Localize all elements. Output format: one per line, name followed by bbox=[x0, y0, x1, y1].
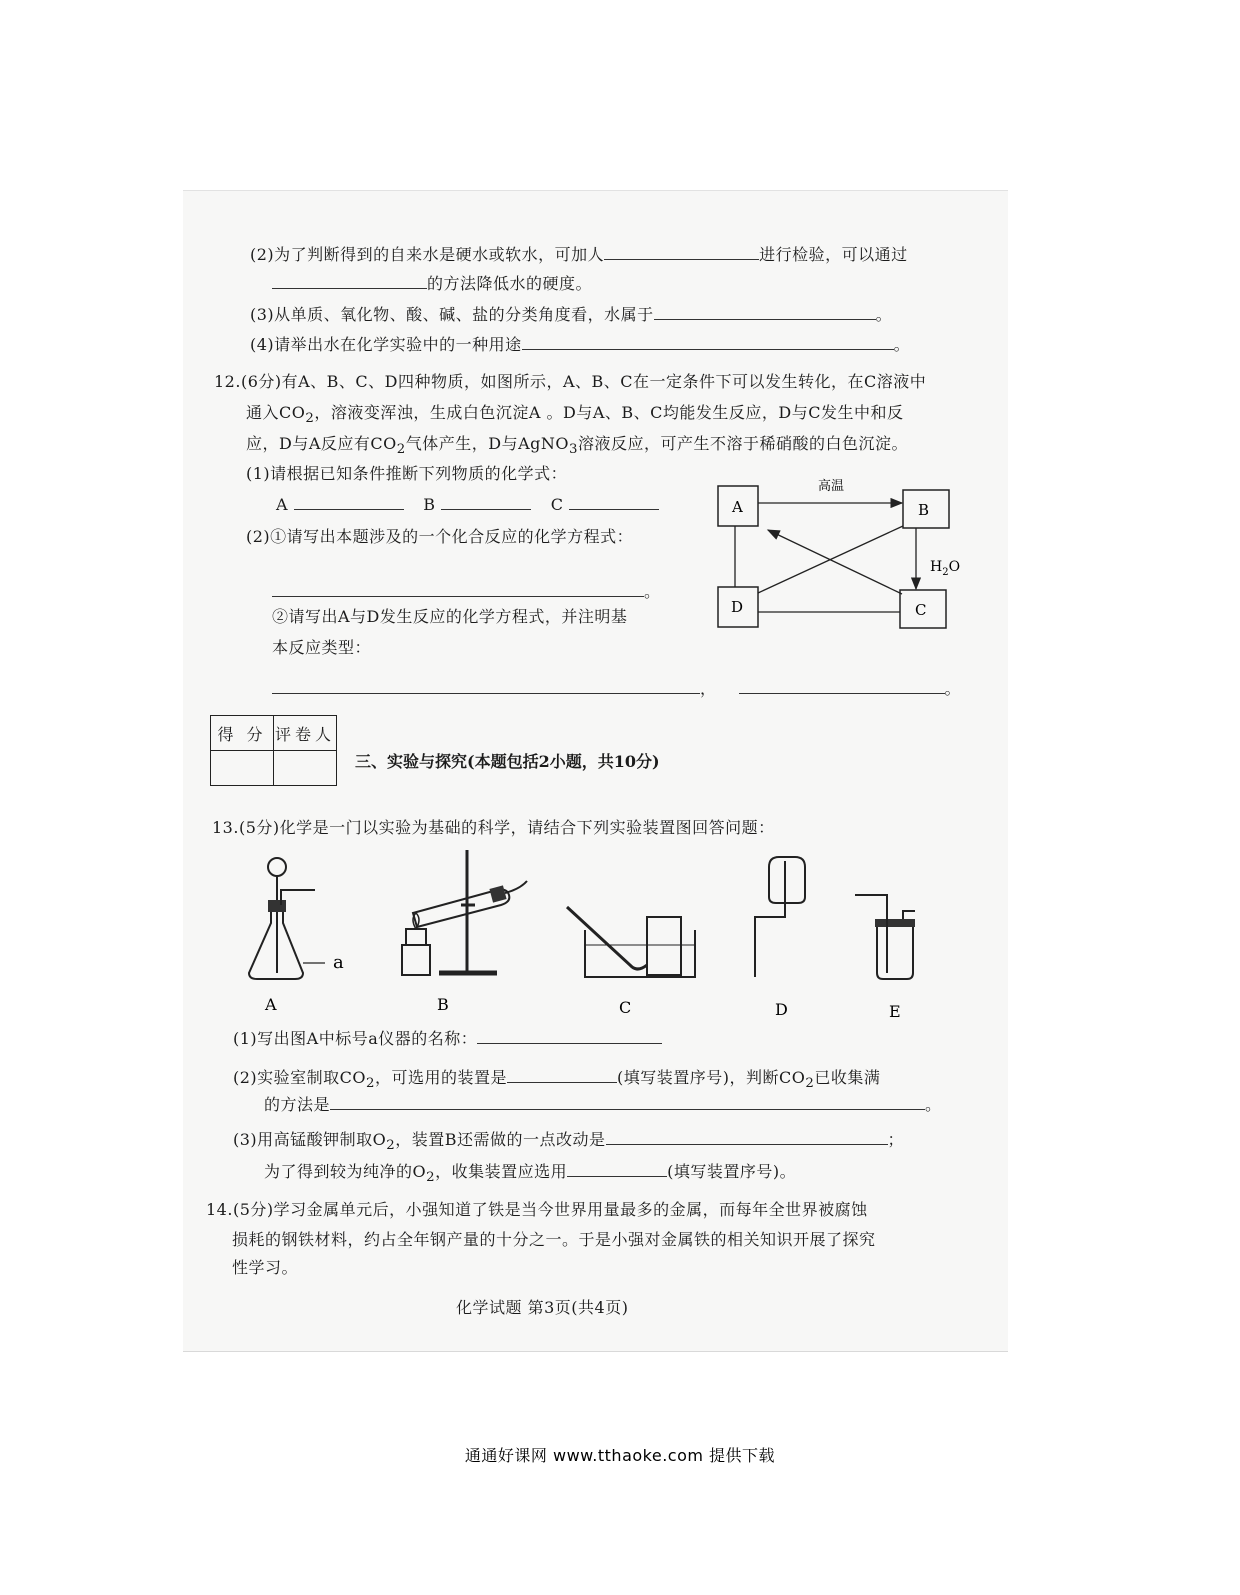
apparatus-label-c: C bbox=[619, 998, 632, 1017]
q14-line1: 14.(5分)学习金属单元后，小强知道了铁是当今世界用量最多的金属，而每年全世界被腐蚀 bbox=[206, 1200, 868, 1219]
answer-blank[interactable] bbox=[567, 1160, 667, 1177]
q12-formula-blanks bbox=[276, 493, 659, 516]
q12-stem-text: 应，D与A反应有CO bbox=[246, 434, 397, 453]
high-temp-label: 高温 bbox=[818, 479, 845, 494]
q14-line2: 损耗的钢铁材料，约占全年钢产量的十分之一。于是小强对金属铁的相关知识开展了探究 bbox=[232, 1230, 876, 1249]
answer-blank[interactable] bbox=[654, 303, 876, 320]
q13-text: ，装置B还需做的一点改动是 bbox=[395, 1130, 606, 1149]
q12-stem-text: ，溶液变浑浊，生成白色沉淀A 。D与A、B、C均能发生反应，D与C发生中和反 bbox=[314, 403, 904, 422]
period: 。 bbox=[925, 1095, 942, 1114]
page-number-footer: 化学试题 第3页(共4页) bbox=[456, 1298, 629, 1317]
score-header: 得 分 bbox=[211, 716, 274, 751]
apparatus-label-a: A bbox=[265, 995, 277, 1014]
q11-part2-text-b: 进行检验，可以通过 bbox=[759, 245, 908, 264]
answer-blank[interactable] bbox=[477, 1027, 662, 1044]
apparatus-label-e: E bbox=[889, 1002, 901, 1021]
q13-text: (填写装置序号)。 bbox=[667, 1162, 797, 1181]
node-a-label: A bbox=[732, 498, 743, 516]
label-a-tag: a bbox=[333, 952, 344, 973]
period: 。 bbox=[944, 679, 962, 698]
q13-text: ，可选用的装置是 bbox=[375, 1068, 508, 1087]
apparatus-label-d: D bbox=[775, 1000, 788, 1019]
q12-stem-text: 通入CO bbox=[246, 403, 306, 422]
period: 。 bbox=[893, 335, 911, 354]
water-label: $H_2O$ bbox=[930, 559, 961, 578]
answer-blank[interactable] bbox=[522, 333, 894, 350]
q11-part4 bbox=[250, 333, 910, 356]
answer-blank[interactable] bbox=[604, 243, 759, 260]
semicolon: ； bbox=[887, 1130, 905, 1149]
q13-part3-line1 bbox=[233, 1128, 904, 1157]
score-cell[interactable] bbox=[211, 751, 274, 786]
q12-part1: (1)请根据已知条件推断下列物质的化学式： bbox=[246, 464, 568, 483]
subscript: 2 bbox=[386, 1138, 396, 1154]
q13-text: (3)用高锰酸钾制取O bbox=[233, 1130, 387, 1149]
node-b-label: B bbox=[918, 501, 930, 519]
answer-blank[interactable] bbox=[507, 1066, 617, 1083]
answer-blank-a[interactable] bbox=[294, 493, 404, 510]
formula-label-c: C bbox=[550, 495, 564, 514]
arrow-c-to-a bbox=[768, 530, 902, 594]
node-d-label: D bbox=[731, 598, 744, 616]
answer-blank[interactable] bbox=[330, 1093, 925, 1110]
apparatus-c bbox=[567, 907, 695, 977]
q12-stem-line2 bbox=[246, 402, 903, 430]
answer-blank-b[interactable] bbox=[441, 493, 531, 510]
answer-blank[interactable] bbox=[606, 1128, 888, 1145]
q11-part2-line1 bbox=[250, 243, 908, 266]
apparatus-e bbox=[855, 895, 915, 979]
formula-label-a: A bbox=[276, 495, 289, 514]
q11-part3-text: (3)从单质、氧化物、酸、碱、盐的分类角度看，水属于 bbox=[250, 305, 654, 324]
q12-part2-2-line2: 本反应类型： bbox=[272, 638, 372, 657]
q12-stem-line1: 12.(6分)有A、B、C、D四种物质，如图所示，A、B、C在一定条件下可以发生转化，在C溶液中 bbox=[214, 372, 927, 391]
q14-line3: 性学习。 bbox=[232, 1258, 299, 1277]
q13-part2-line2 bbox=[264, 1093, 942, 1116]
q13-stem: 13.(5分)化学是一门以实验为基础的科学，请结合下列实验装置图回答问题： bbox=[212, 818, 775, 837]
q11-part2-line2 bbox=[272, 272, 592, 295]
answer-blank[interactable] bbox=[272, 272, 427, 289]
q12-stem-text: 溶液反应，可产生不溶于稀硝酸的白色沉淀。 bbox=[577, 434, 908, 453]
period: 。 bbox=[644, 582, 661, 601]
comma: ， bbox=[700, 679, 717, 698]
q11-part3 bbox=[250, 303, 892, 326]
q13-text: 已收集满 bbox=[814, 1068, 881, 1087]
apparatus-d bbox=[755, 857, 805, 977]
q12-stem-line3 bbox=[246, 433, 908, 461]
score-table bbox=[210, 715, 337, 786]
reaction-diagram bbox=[700, 470, 980, 640]
q11-part2-text-a: (2)为了判断得到的自来水是硬水或软水，可加人 bbox=[250, 245, 605, 264]
q13-part3-line2 bbox=[264, 1160, 796, 1189]
q12-part2-1-answer bbox=[272, 580, 661, 603]
q12-part2-2-line1: ②请写出A与D发生反应的化学方程式，并注明基 bbox=[272, 607, 628, 626]
apparatus-figure bbox=[235, 845, 970, 1025]
subscript: 2 bbox=[366, 1076, 376, 1092]
answer-blank[interactable] bbox=[739, 677, 945, 694]
subscript: 3 bbox=[568, 442, 578, 458]
node-c-label: C bbox=[915, 601, 927, 619]
q12-part2-2-answer bbox=[272, 677, 961, 700]
q13-part2-line1 bbox=[233, 1066, 880, 1095]
q13-text: ，收集装置应选用 bbox=[435, 1162, 568, 1181]
q13-text: (填写装置序号)，判断CO bbox=[617, 1068, 806, 1087]
q11-part4-text: (4)请举出水在化学实验中的一种用途 bbox=[250, 335, 522, 354]
section-title: 三、实验与探究(本题包括2小题，共10分) bbox=[355, 752, 660, 771]
subscript: 2 bbox=[305, 411, 315, 427]
subscript: 2 bbox=[805, 1076, 815, 1092]
subscript: 2 bbox=[396, 442, 406, 458]
apparatus-label-b: B bbox=[437, 995, 449, 1014]
answer-blank[interactable] bbox=[272, 677, 700, 694]
q13-part1 bbox=[233, 1027, 662, 1050]
q13-part1-text: (1)写出图A中标号a仪器的名称： bbox=[233, 1029, 478, 1048]
q12-stem-text: 气体产生，D与AgNO bbox=[405, 434, 569, 453]
apparatus-b bbox=[402, 850, 527, 975]
answer-blank[interactable] bbox=[272, 580, 644, 597]
grader-cell[interactable] bbox=[274, 751, 337, 786]
q13-text: (2)实验室制取CO bbox=[233, 1068, 367, 1087]
q13-text: 为了得到较为纯净的O bbox=[264, 1162, 427, 1181]
answer-blank-c[interactable] bbox=[569, 493, 659, 510]
q13-text: 的方法是 bbox=[264, 1095, 331, 1114]
q11-part2-text-c: 的方法降低水的硬度。 bbox=[427, 274, 593, 293]
apparatus-a bbox=[249, 858, 325, 979]
period: 。 bbox=[875, 305, 893, 324]
grader-header: 评卷人 bbox=[274, 716, 337, 751]
q12-part2-1: (2)①请写出本题涉及的一个化合反应的化学方程式： bbox=[246, 527, 634, 546]
formula-label-b: B bbox=[423, 495, 436, 514]
subscript: 2 bbox=[426, 1170, 436, 1186]
site-footer: 通通好课网 www.tthaoke.com 提供下载 bbox=[464, 1446, 776, 1465]
